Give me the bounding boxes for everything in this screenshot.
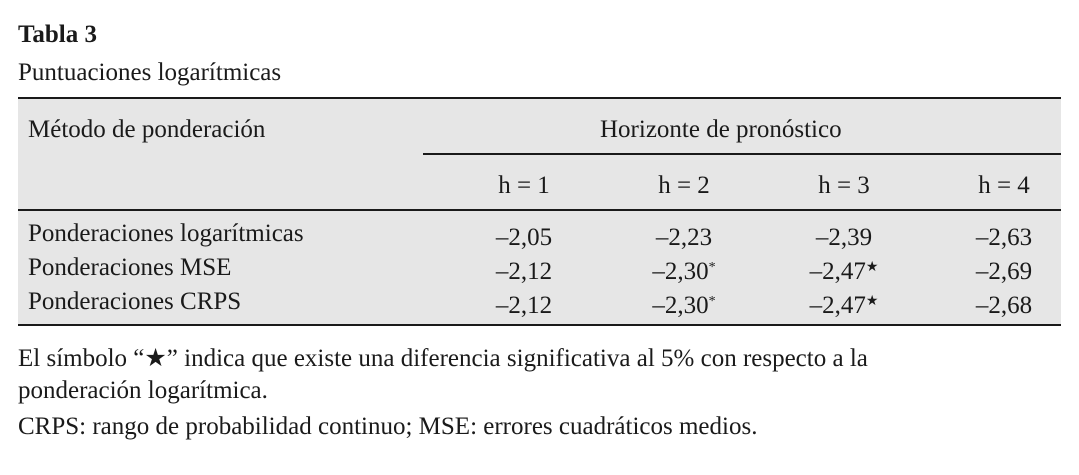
scores-table: [18, 97, 1061, 326]
group-header-rule: [423, 153, 1061, 155]
table-cell: –2,47★: [809, 258, 879, 285]
table-cell: –2,23: [655, 224, 713, 251]
column-header-h3: h = 3: [818, 172, 870, 199]
table-cell: –2,12: [495, 292, 553, 319]
column-header-h1: h = 1: [498, 172, 550, 199]
group-header: Horizonte de pronóstico: [600, 116, 842, 143]
row-header: Método de ponderación: [28, 116, 266, 143]
table-title: Tabla 3: [18, 21, 97, 48]
footnote-abbreviations: CRPS: rango de probabilidad continuo; MSE: errores cuadráticos medios.: [18, 413, 758, 440]
table-cell: –2,47★: [809, 292, 879, 319]
table-cell: –2,39: [815, 224, 873, 251]
header-rule: [18, 209, 1061, 211]
table-cell: –2,12: [495, 258, 553, 285]
table-subtitle: Puntuaciones logarítmicas: [18, 59, 282, 86]
footnote-significance: El símbolo “★” indica que existe una diferencia significativa al 5% con respecto a la: [18, 345, 868, 372]
column-header-h4: h = 4: [978, 172, 1030, 199]
row-label: Ponderaciones logarítmicas: [28, 220, 304, 247]
table-cell: –2,68: [975, 292, 1033, 319]
table-cell: –2,69: [975, 258, 1033, 285]
table-cell: –2,30*: [652, 292, 716, 319]
column-header-h2: h = 2: [658, 172, 710, 199]
row-label: Ponderaciones MSE: [28, 254, 232, 281]
footnote-significance-cont: ponderación logarítmica.: [18, 377, 268, 404]
row-label: Ponderaciones CRPS: [28, 288, 242, 315]
table-cell: –2,30*: [652, 258, 716, 285]
table-cell: –2,63: [975, 224, 1033, 251]
table-cell: –2,05: [495, 224, 553, 251]
